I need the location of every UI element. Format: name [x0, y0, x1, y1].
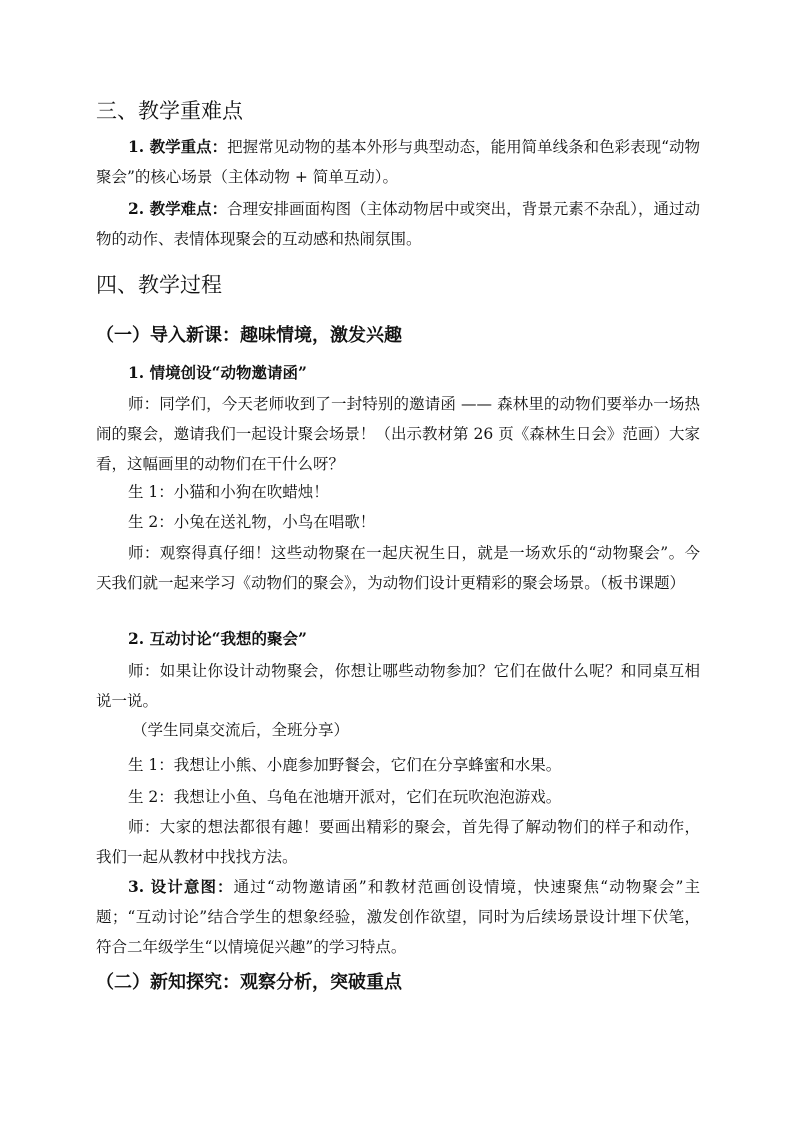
subsection-heading-explore: （二）新知探究：观察分析，突破重点 — [96, 972, 402, 993]
paragraph-key-point — [96, 132, 700, 192]
label-key-point: 1. 教学重点： — [128, 137, 228, 156]
paragraph-design-intent — [96, 872, 700, 962]
teacher-line-3: 师：如果让你设计动物聚会，你想让哪些动物参加？它们在做什么呢？和同桌互相说一说。 — [96, 662, 700, 710]
activity-note: （学生同桌交流后，全班分享） — [132, 721, 350, 739]
text-key-point: 把握常见动物的基本外形与典型动态，能用简单线条和色彩表现“动物聚会”的核心场景（主体动物 + 简单互动）。 — [96, 138, 701, 186]
item-title-discussion — [96, 624, 700, 654]
label-difficult-point: 2. 教学难点： — [128, 199, 228, 218]
teacher-line-2: 师：观察得真仔细！这些动物聚在一起庆祝生日，就是一场欢乐的“动物聚会”。今天我们就一起来学习《动物们的聚会》，为动物们设计更精彩的聚会场景。（板书课题） — [96, 544, 700, 592]
student-line-1: 生 1：小猫和小狗在吹蜡烛！ — [128, 483, 329, 501]
paragraph-difficult-point — [96, 194, 700, 254]
label-design-intent: 3. 设计意图： — [128, 877, 234, 896]
item-title-scenario-text: 1. 情境创设“动物邀请函” — [128, 363, 307, 382]
section-heading-difficulties: 三、教学重难点 — [96, 99, 243, 123]
student-line-4: 生 2：我想让小鱼、乌龟在池塘开派对，它们在玩吹泡泡游戏。 — [128, 788, 562, 806]
subsection-heading-intro: （一）导入新课：趣味情境，激发兴趣 — [96, 325, 402, 346]
section-heading-process: 四、教学过程 — [96, 273, 222, 297]
teacher-line-4: 师：大家的想法都很有趣！要画出精彩的聚会，首先得了解动物们的样子和动作，我们一起从教材中找找方法。 — [96, 818, 700, 866]
item-title-scenario — [96, 358, 700, 388]
text-design-intent: 通过“动物邀请函”和教材范画创设情境，快速聚焦“动物聚会”主题；“互动讨论”结合学生的想象经验，激发创作欲望，同时为后续场景设计埋下伏笔，符合二年级学生“以情境促兴趣”的学习特点。 — [96, 878, 701, 956]
item-title-discussion-text: 2. 互动讨论“我想的聚会” — [128, 629, 307, 648]
student-line-3: 生 1：我想让小熊、小鹿参加野餐会，它们在分享蜂蜜和水果。 — [128, 756, 562, 774]
text-difficult-point: 合理安排画面构图（主体动物居中或突出，背景元素不杂乱），通过动物的动作、表情体现聚会的互动感和热闹氛围。 — [96, 200, 700, 248]
teacher-line-1: 师：同学们，今天老师收到了一封特别的邀请函 —— 森林里的动物们要举办一场热闹的聚会，邀请我们一起设计聚会场景！（出示教材第 26 页《森林生日会》范画）大家看，这幅画里的动物们在干什么呀？ — [96, 395, 700, 473]
student-line-2: 生 2：小兔在送礼物，小鸟在唱歌！ — [128, 513, 376, 531]
